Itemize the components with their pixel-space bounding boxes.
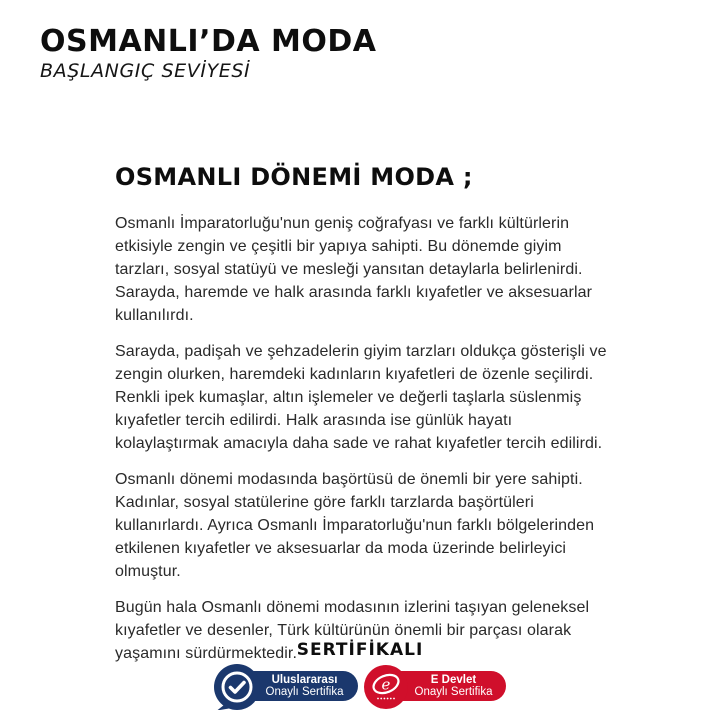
brand-title: OSMANLI’DA MODA [40,24,377,59]
edevlet-certificate-badge [363,664,507,710]
paragraph-2: Sarayda, padişah ve şehzadelerin giyim tarzları oldukça gösterişli ve zengin olurken, haremdeki kadınların kıyafetleri de özenle seçilirdi. Renkli ipek kumaşlar, altın işlemeler ve değerli taşlarla süslenmiş kıyafetler tercih edilirdi. Halk arasında ise günlük hayatı kolaylaştırmak amacıyla daha sade ve rahat kıyafetler tercih edilirdi. [115,343,607,452]
badge-label-line1: E Devlet [430,673,477,686]
brand-block [40,26,377,82]
e-devlet-logo-icon [363,664,409,710]
certified-heading: SERTİFİKALI [296,640,424,660]
badge-label-line2: Onaylı Sertifika [265,685,344,698]
section-heading: OSMANLI DÖNEMİ MODA ; [115,163,473,191]
brand-subtitle: BAŞLANGIÇ SEVİYESİ [40,60,251,82]
badge-label-line1: Uluslararası [271,673,338,686]
international-certificate-badge [214,664,358,710]
certificate-badges-row [0,664,720,710]
paragraph-3: Osmanlı dönemi modasında başörtüsü de önemli bir yere sahipti. Kadınlar, sosyal statülerine göre farklı tarzlarda başörtüleri kullanırlardı. Ayrıca Osmanlı İmparatorluğu'nun farklı bölgelerinden etkilenen kıyafetler ve aksesuarlar da moda üzerinde belirleyici olmuştur. [115,471,595,580]
badge-label-line2: Onaylı Sertifika [414,685,493,698]
paragraph-1: Osmanlı İmparatorluğu'nun geniş coğrafyası ve farklı kültürlerin etkisiyle zengin ve çeşitli bir yapıya sahipti. Bu dönemde giyim tarzları, sosyal statüyü ve mesleği yansıtan detaylarla belirlenirdi. Sarayda, haremde ve halk arasında farklı kıyafetler ve aksesuarlar kullanılırdı. [115,215,593,324]
svg-text:e: e [381,675,390,694]
checkmark-seal-icon [214,664,260,710]
main-content [115,163,620,678]
paragraph-4: Bugün hala Osmanlı dönemi modasının izlerini taşıyan geleneksel kıyafetler ve desenler, Türk kültürünün önemli bir parçası olarak yaşamını sürdürmektedir. [115,599,590,662]
